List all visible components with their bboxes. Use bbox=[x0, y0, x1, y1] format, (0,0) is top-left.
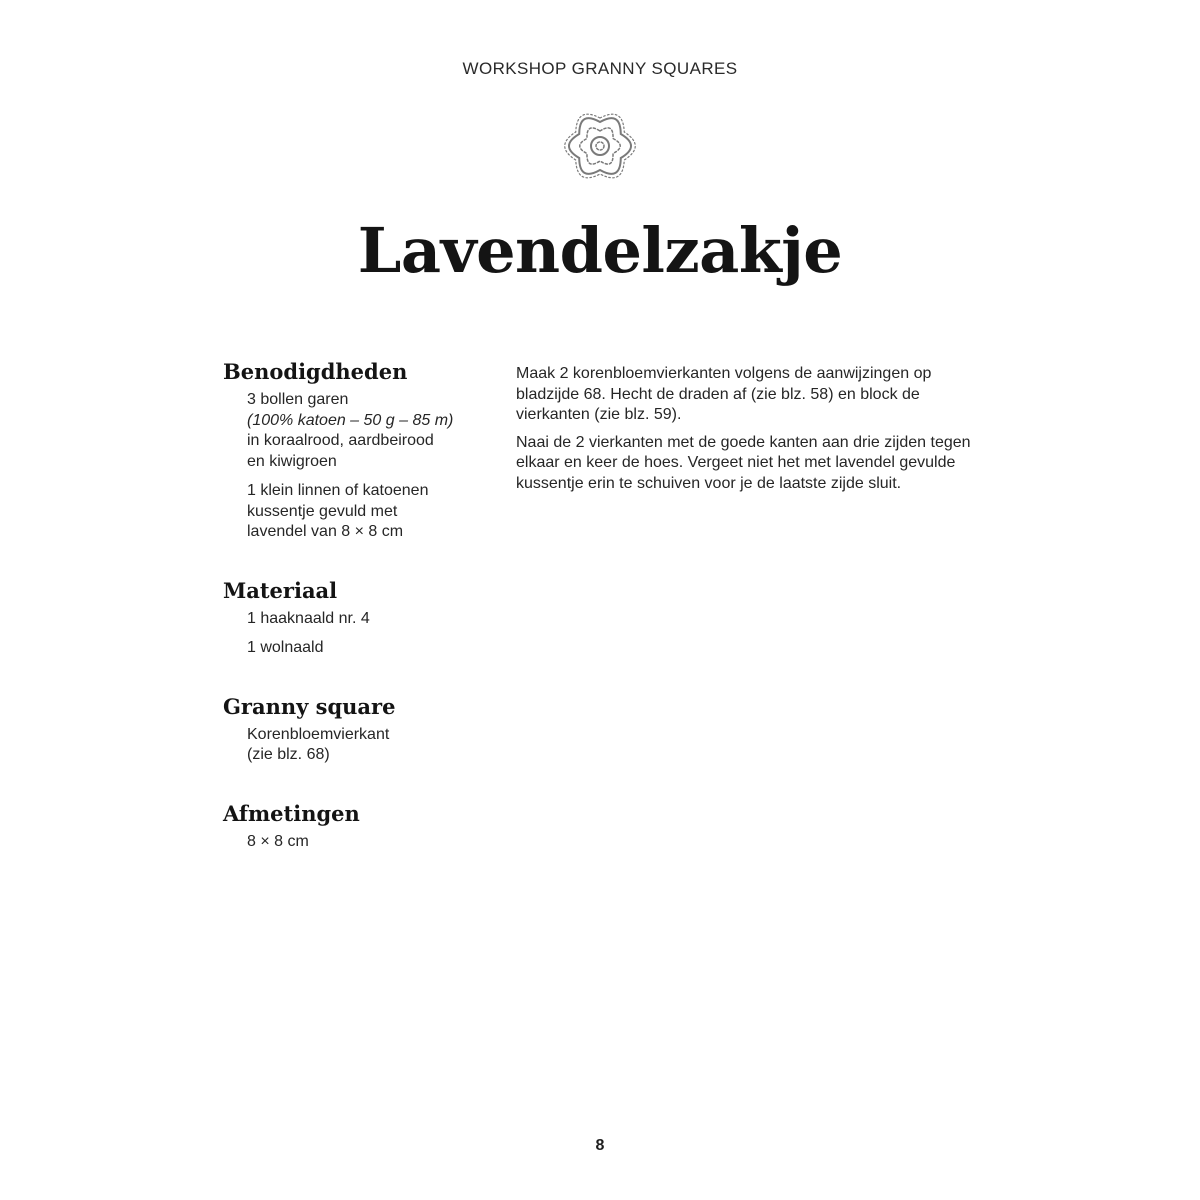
flower-petal-ring bbox=[565, 114, 636, 178]
list-item bbox=[247, 725, 493, 766]
list-item bbox=[247, 832, 493, 853]
paragraph-line: Maak 2 korenbloemvierkanten volgens de aanwijzingen op bbox=[516, 365, 932, 382]
running-head: WORKSHOP GRANNY SQUARES bbox=[462, 59, 738, 78]
entry-line: 1 wolnaald bbox=[247, 639, 324, 656]
instructions bbox=[516, 364, 1016, 501]
section-heading: Benodigdheden bbox=[223, 359, 408, 384]
entry-line: (100% katoen – 50 g – 85 m) bbox=[247, 411, 454, 429]
page-number: 8 bbox=[595, 1137, 605, 1154]
list-item bbox=[247, 390, 493, 472]
entry-line: (zie blz. 68) bbox=[247, 746, 330, 763]
entry-line: 3 bollen garen bbox=[247, 391, 349, 408]
paragraph-line: Naai de 2 vierkanten met de goede kanten aan drie zijden tegen bbox=[516, 433, 971, 451]
section-heading: Materiaal bbox=[223, 577, 338, 603]
section-materiaal bbox=[223, 577, 493, 659]
entry-line: lavendel van 8 × 8 cm bbox=[247, 523, 404, 540]
entry-line: 8 × 8 cm bbox=[247, 832, 309, 850]
crochet-flower-icon bbox=[562, 108, 638, 184]
list-item bbox=[247, 609, 493, 630]
section-heading: Granny square bbox=[223, 693, 396, 719]
entry-line: Korenbloemvierkant bbox=[247, 725, 390, 743]
section-afmetingen bbox=[223, 800, 493, 853]
entry-line: in koraalrood, aardbeirood bbox=[247, 432, 434, 449]
paragraph-line: elkaar en keer de hoes. Vergeet niet het met lavendel gevulde bbox=[516, 454, 956, 471]
list-item bbox=[247, 481, 493, 543]
list-item bbox=[247, 638, 493, 659]
instruction-paragraph bbox=[516, 433, 1016, 495]
section-benodigdheden bbox=[223, 358, 493, 543]
entry-line: en kiwigroen bbox=[247, 452, 337, 470]
paragraph-line: bladzijde 68. Hecht de draden af (zie blz. 58) en block de bbox=[516, 385, 920, 403]
paragraph-line: kussentje erin te schuiven voor je de laatste zijde sluit. bbox=[516, 474, 902, 492]
entry-line: 1 haaknaald nr. 4 bbox=[247, 609, 370, 627]
section-granny-square bbox=[223, 693, 493, 766]
flower-petal-ring bbox=[569, 118, 631, 174]
page-title: Lavendelzakje bbox=[357, 214, 843, 287]
supplies-sidebar bbox=[223, 358, 493, 886]
instruction-paragraph bbox=[516, 364, 1016, 426]
paragraph-line: vierkanten (zie blz. 59). bbox=[516, 406, 682, 423]
entry-line: kussentje gevuld met bbox=[247, 502, 398, 520]
entry-line: 1 klein linnen of katoenen bbox=[247, 482, 429, 499]
flower-petal-ring bbox=[580, 128, 620, 164]
section-heading: Afmetingen bbox=[223, 800, 360, 826]
